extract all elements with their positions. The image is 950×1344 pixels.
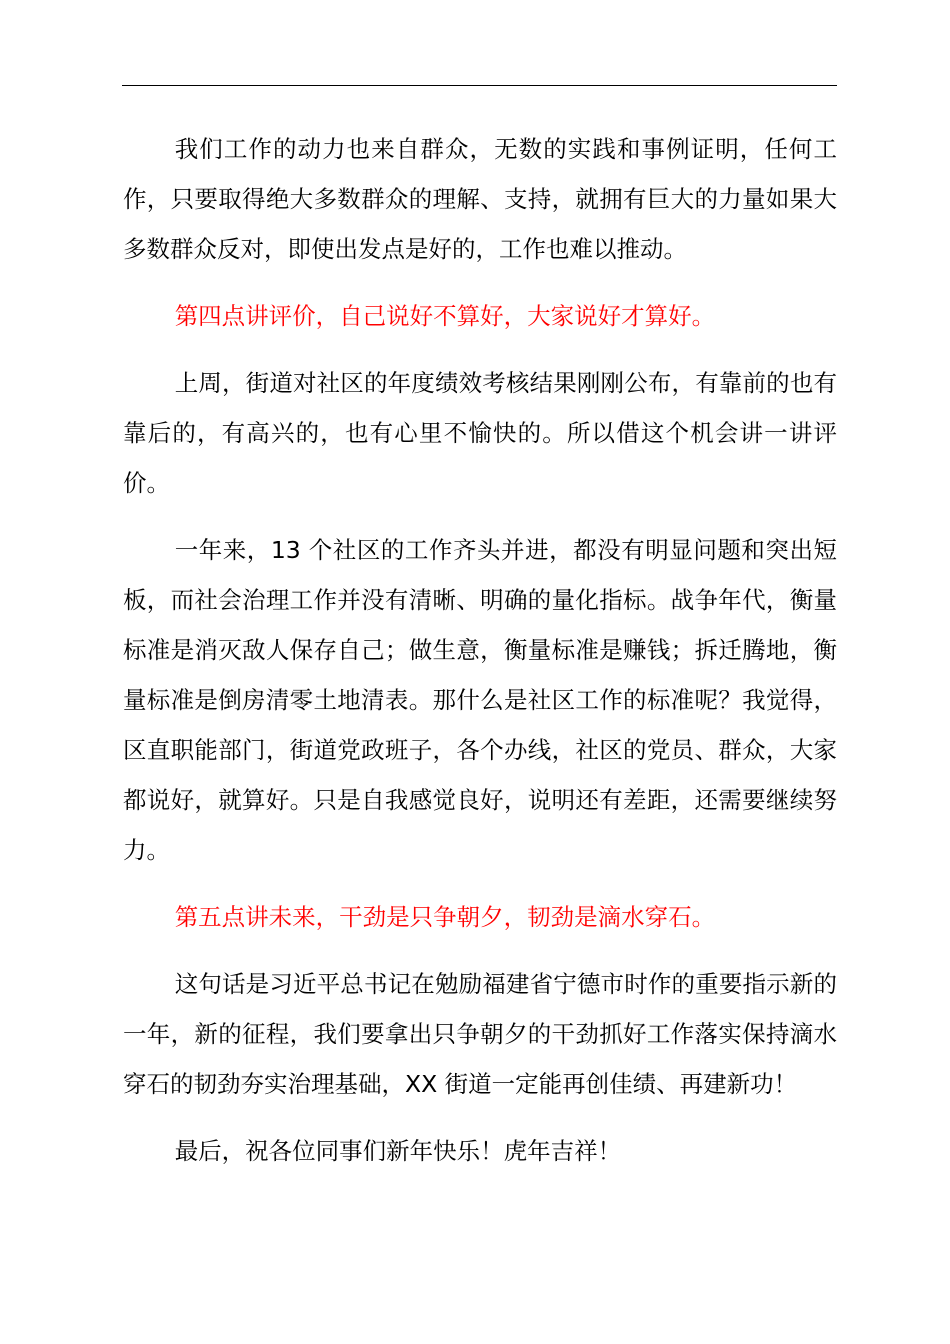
heading-point-five: 第五点讲未来，干劲是只争朝夕，韧劲是滴水穿石。 <box>174 903 716 931</box>
paragraph-assessment: 上周，街道对社区的年度绩效考核结果刚刚公布，有靠前的也有靠后的，有高兴的，也有心里不愉快的。所以借这个机会讲一讲评价。 <box>123 369 837 497</box>
paragraph-future: 这句话是习近平总书记在勉励福建省宁德市时作的重要指示新的一年，新的征程，我们要拿出只争朝夕的干劲抓好工作落实保持滴水穿石的韧劲夯实治理基础，XX 街道一定能再创佳绩、再建新功！ <box>123 970 837 1098</box>
heading-point-four: 第四点讲评价，自己说好不算好，大家说好才算好。 <box>174 302 716 330</box>
paragraph-closing: 最后，祝各位同事们新年快乐！虎年吉祥！ <box>174 1137 622 1165</box>
document-body <box>123 124 837 1193</box>
header-rule <box>122 85 837 86</box>
paragraph-motivation: 我们工作的动力也来自群众，无数的实践和事例证明，任何工作，只要取得绝大多数群众的理解、支持，就拥有巨大的力量如果大多数群众反对，即使出发点是好的，工作也难以推动。 <box>123 135 837 263</box>
paragraph-standards: 一年来，13 个社区的工作齐头并进，都没有明显问题和突出短板，而社会治理工作并没有清晰、明确的量化指标。战争年代，衡量标准是消灭敌人保存自己；做生意，衡量标准是赚钱；拆迁腾地，衡量标准是倒房清零土地清表。那什么是社区工作的标准呢？我觉得，区直职能部门，街道党政班子，各个办线，社区的党员、群众，大家都说好，就算好。只是自我感觉良好，说明还有差距，还需要继续努力。 <box>123 536 837 864</box>
